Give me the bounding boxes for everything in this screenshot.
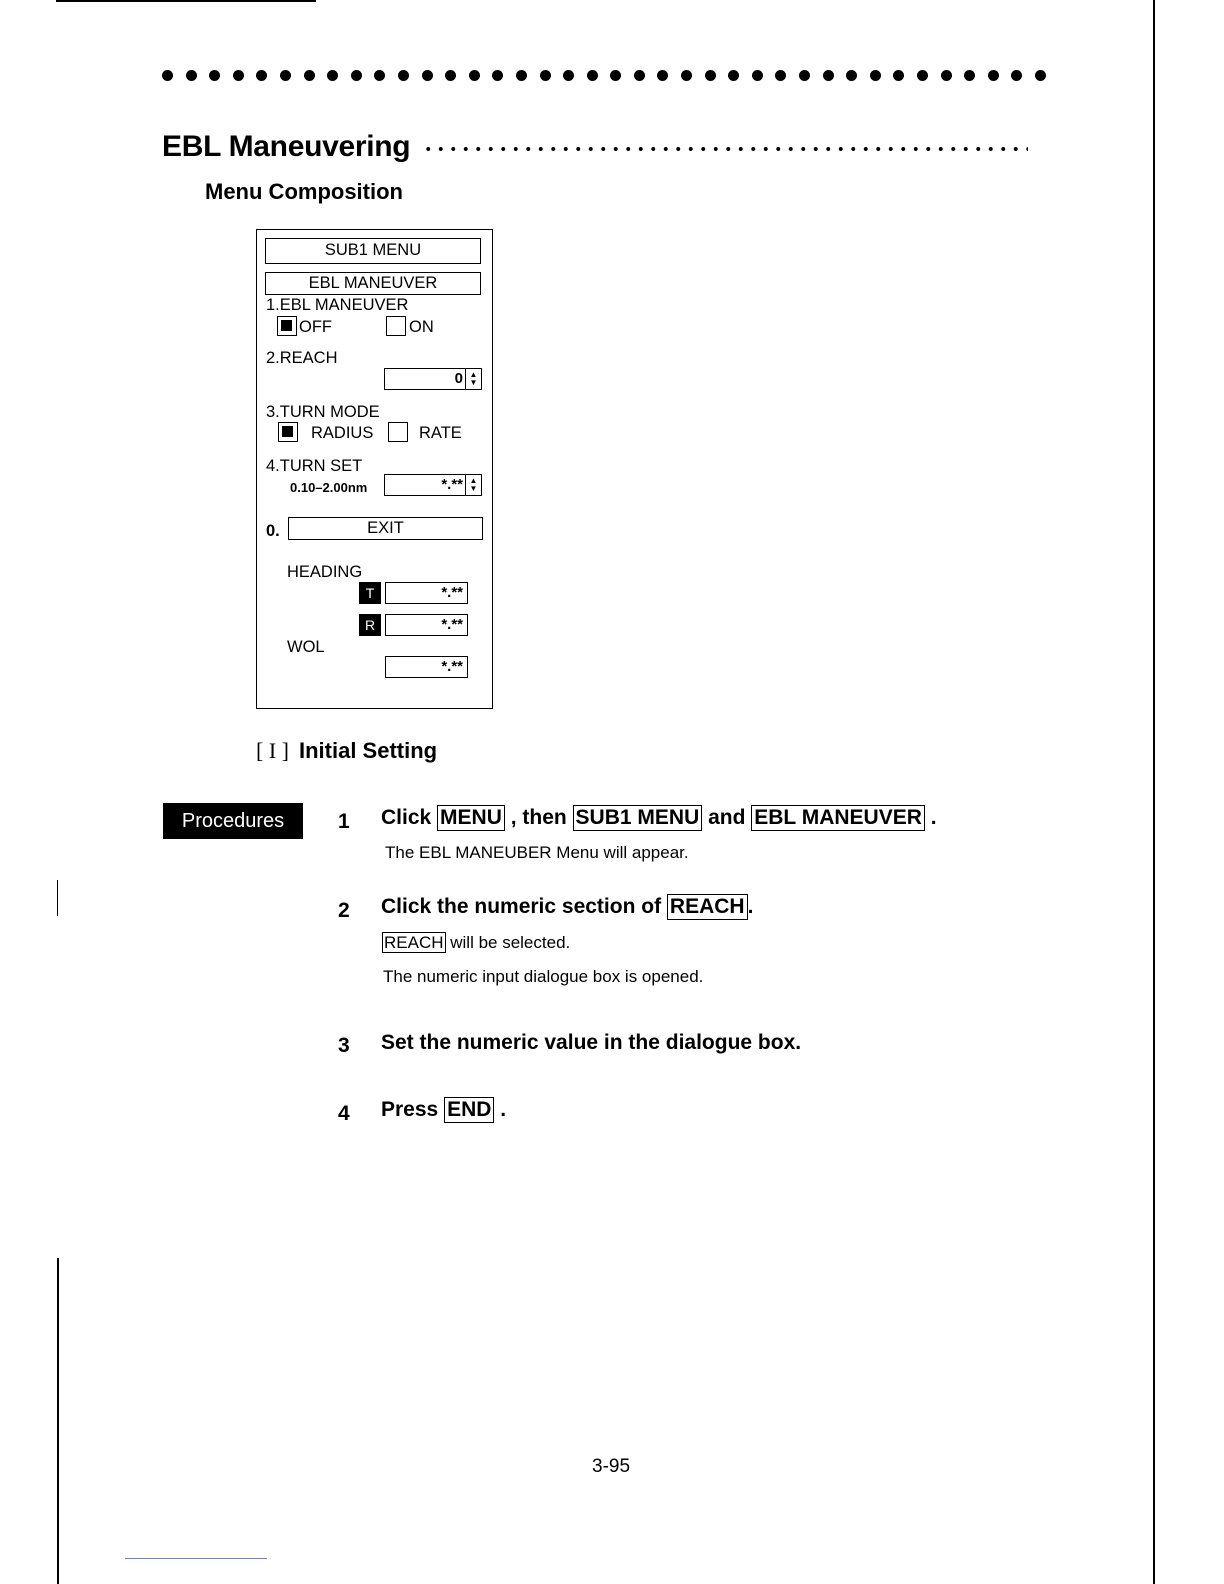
step-1-text-d: . xyxy=(924,806,937,829)
initial-setting-label: Initial Setting xyxy=(298,738,438,763)
title-leader-dots xyxy=(422,146,1028,152)
step-1-text-c: and xyxy=(702,806,752,829)
turn-mode-rate-label: RATE xyxy=(419,424,462,442)
scan-edge-top xyxy=(56,0,316,2)
step-1-instruction xyxy=(381,805,937,831)
step-1-text-a: Click xyxy=(381,806,438,829)
ebl-maneuver-on-label: ON xyxy=(409,318,434,336)
step-2-number: 2 xyxy=(338,899,350,922)
step-2-result-text: will be selected. xyxy=(445,933,571,952)
exit-button[interactable]: EXIT xyxy=(288,517,483,540)
heading-true-value: *.** xyxy=(385,582,468,604)
step-1-text-b: , then xyxy=(504,806,573,829)
turn-set-range: 0.10–2.00nm xyxy=(290,480,368,495)
menu-title-box: SUB1 MENU xyxy=(265,238,481,264)
turn-mode-radius-checkbox[interactable] xyxy=(278,422,298,442)
ebl-maneuver-key[interactable]: EBL MANEUVER xyxy=(751,805,925,831)
section-subtitle: Menu Composition xyxy=(205,179,403,204)
heading-true-tag: T xyxy=(359,582,381,604)
turn-set-value: *.** xyxy=(441,476,463,493)
ebl-maneuver-off-checkbox[interactable] xyxy=(277,316,297,336)
step-2-result-1 xyxy=(382,932,570,953)
sub1-menu-key[interactable]: SUB1 MENU xyxy=(573,805,703,831)
turn-mode-radius-label: RADIUS xyxy=(311,424,374,442)
reach-input[interactable] xyxy=(384,368,482,390)
turn-set-input[interactable] xyxy=(384,474,482,496)
initial-setting-heading xyxy=(256,738,437,764)
reach-key[interactable]: REACH xyxy=(667,894,748,920)
menu-key[interactable]: MENU xyxy=(437,805,505,831)
step-4-instruction xyxy=(381,1097,506,1123)
page-title: EBL Maneuvering xyxy=(162,130,411,163)
reach-key-inline: REACH xyxy=(384,933,444,952)
step-4-text-b: . xyxy=(494,1098,507,1121)
step-4-text-a: Press xyxy=(381,1098,445,1121)
end-key[interactable]: END xyxy=(444,1097,494,1123)
procedures-badge: Procedures xyxy=(163,803,303,839)
sub1-menu-panel xyxy=(256,229,493,709)
step-1-number: 1 xyxy=(338,810,350,833)
scan-edge-right xyxy=(1153,0,1155,1584)
exit-prefix: 0. xyxy=(266,522,280,540)
ebl-maneuver-label: 1.EBL MANEUVER xyxy=(266,296,409,314)
heading-relative-value: *.** xyxy=(385,614,468,636)
turn-mode-rate-checkbox[interactable] xyxy=(388,422,408,442)
step-2-text-a: Click the numeric section of xyxy=(381,895,667,918)
heading-label: HEADING xyxy=(287,563,363,581)
step-2-text-b: . xyxy=(747,895,754,918)
scan-edge-left-mark xyxy=(57,880,58,916)
initial-setting-bracket: [ I ] xyxy=(256,738,289,763)
step-2-result-2: The numeric input dialogue box is opened. xyxy=(383,967,704,986)
turn-set-spinner-icon[interactable]: ▲ ▼ xyxy=(465,475,481,495)
step-2-instruction xyxy=(381,894,753,920)
scan-edge-bottom xyxy=(125,1558,267,1559)
wol-value: *.** xyxy=(385,656,468,678)
step-4-number: 4 xyxy=(338,1102,350,1125)
reach-value: 0 xyxy=(454,370,463,387)
scan-edge-left xyxy=(57,1258,59,1584)
page-number: 3-95 xyxy=(592,1456,631,1477)
step-1-result: The EBL MANEUBER Menu will appear. xyxy=(385,843,689,862)
ebl-maneuver-off-label: OFF xyxy=(299,318,332,336)
reach-label: 2.REACH xyxy=(266,349,338,367)
turn-mode-label: 3.TURN MODE xyxy=(266,403,380,421)
wol-label: WOL xyxy=(287,638,325,656)
heading-relative-tag: R xyxy=(359,614,381,636)
ebl-maneuver-on-checkbox[interactable] xyxy=(386,316,406,336)
ebl-maneuver-section-button[interactable]: EBL MANEUVER xyxy=(265,272,481,295)
step-3-instruction: Set the numeric value in the dialogue box. xyxy=(381,1031,802,1054)
step-3-number: 3 xyxy=(338,1034,350,1057)
reach-spinner-icon[interactable]: ▲ ▼ xyxy=(465,369,481,389)
turn-set-label: 4.TURN SET xyxy=(266,457,363,475)
decorative-dot-row xyxy=(162,66,1046,84)
